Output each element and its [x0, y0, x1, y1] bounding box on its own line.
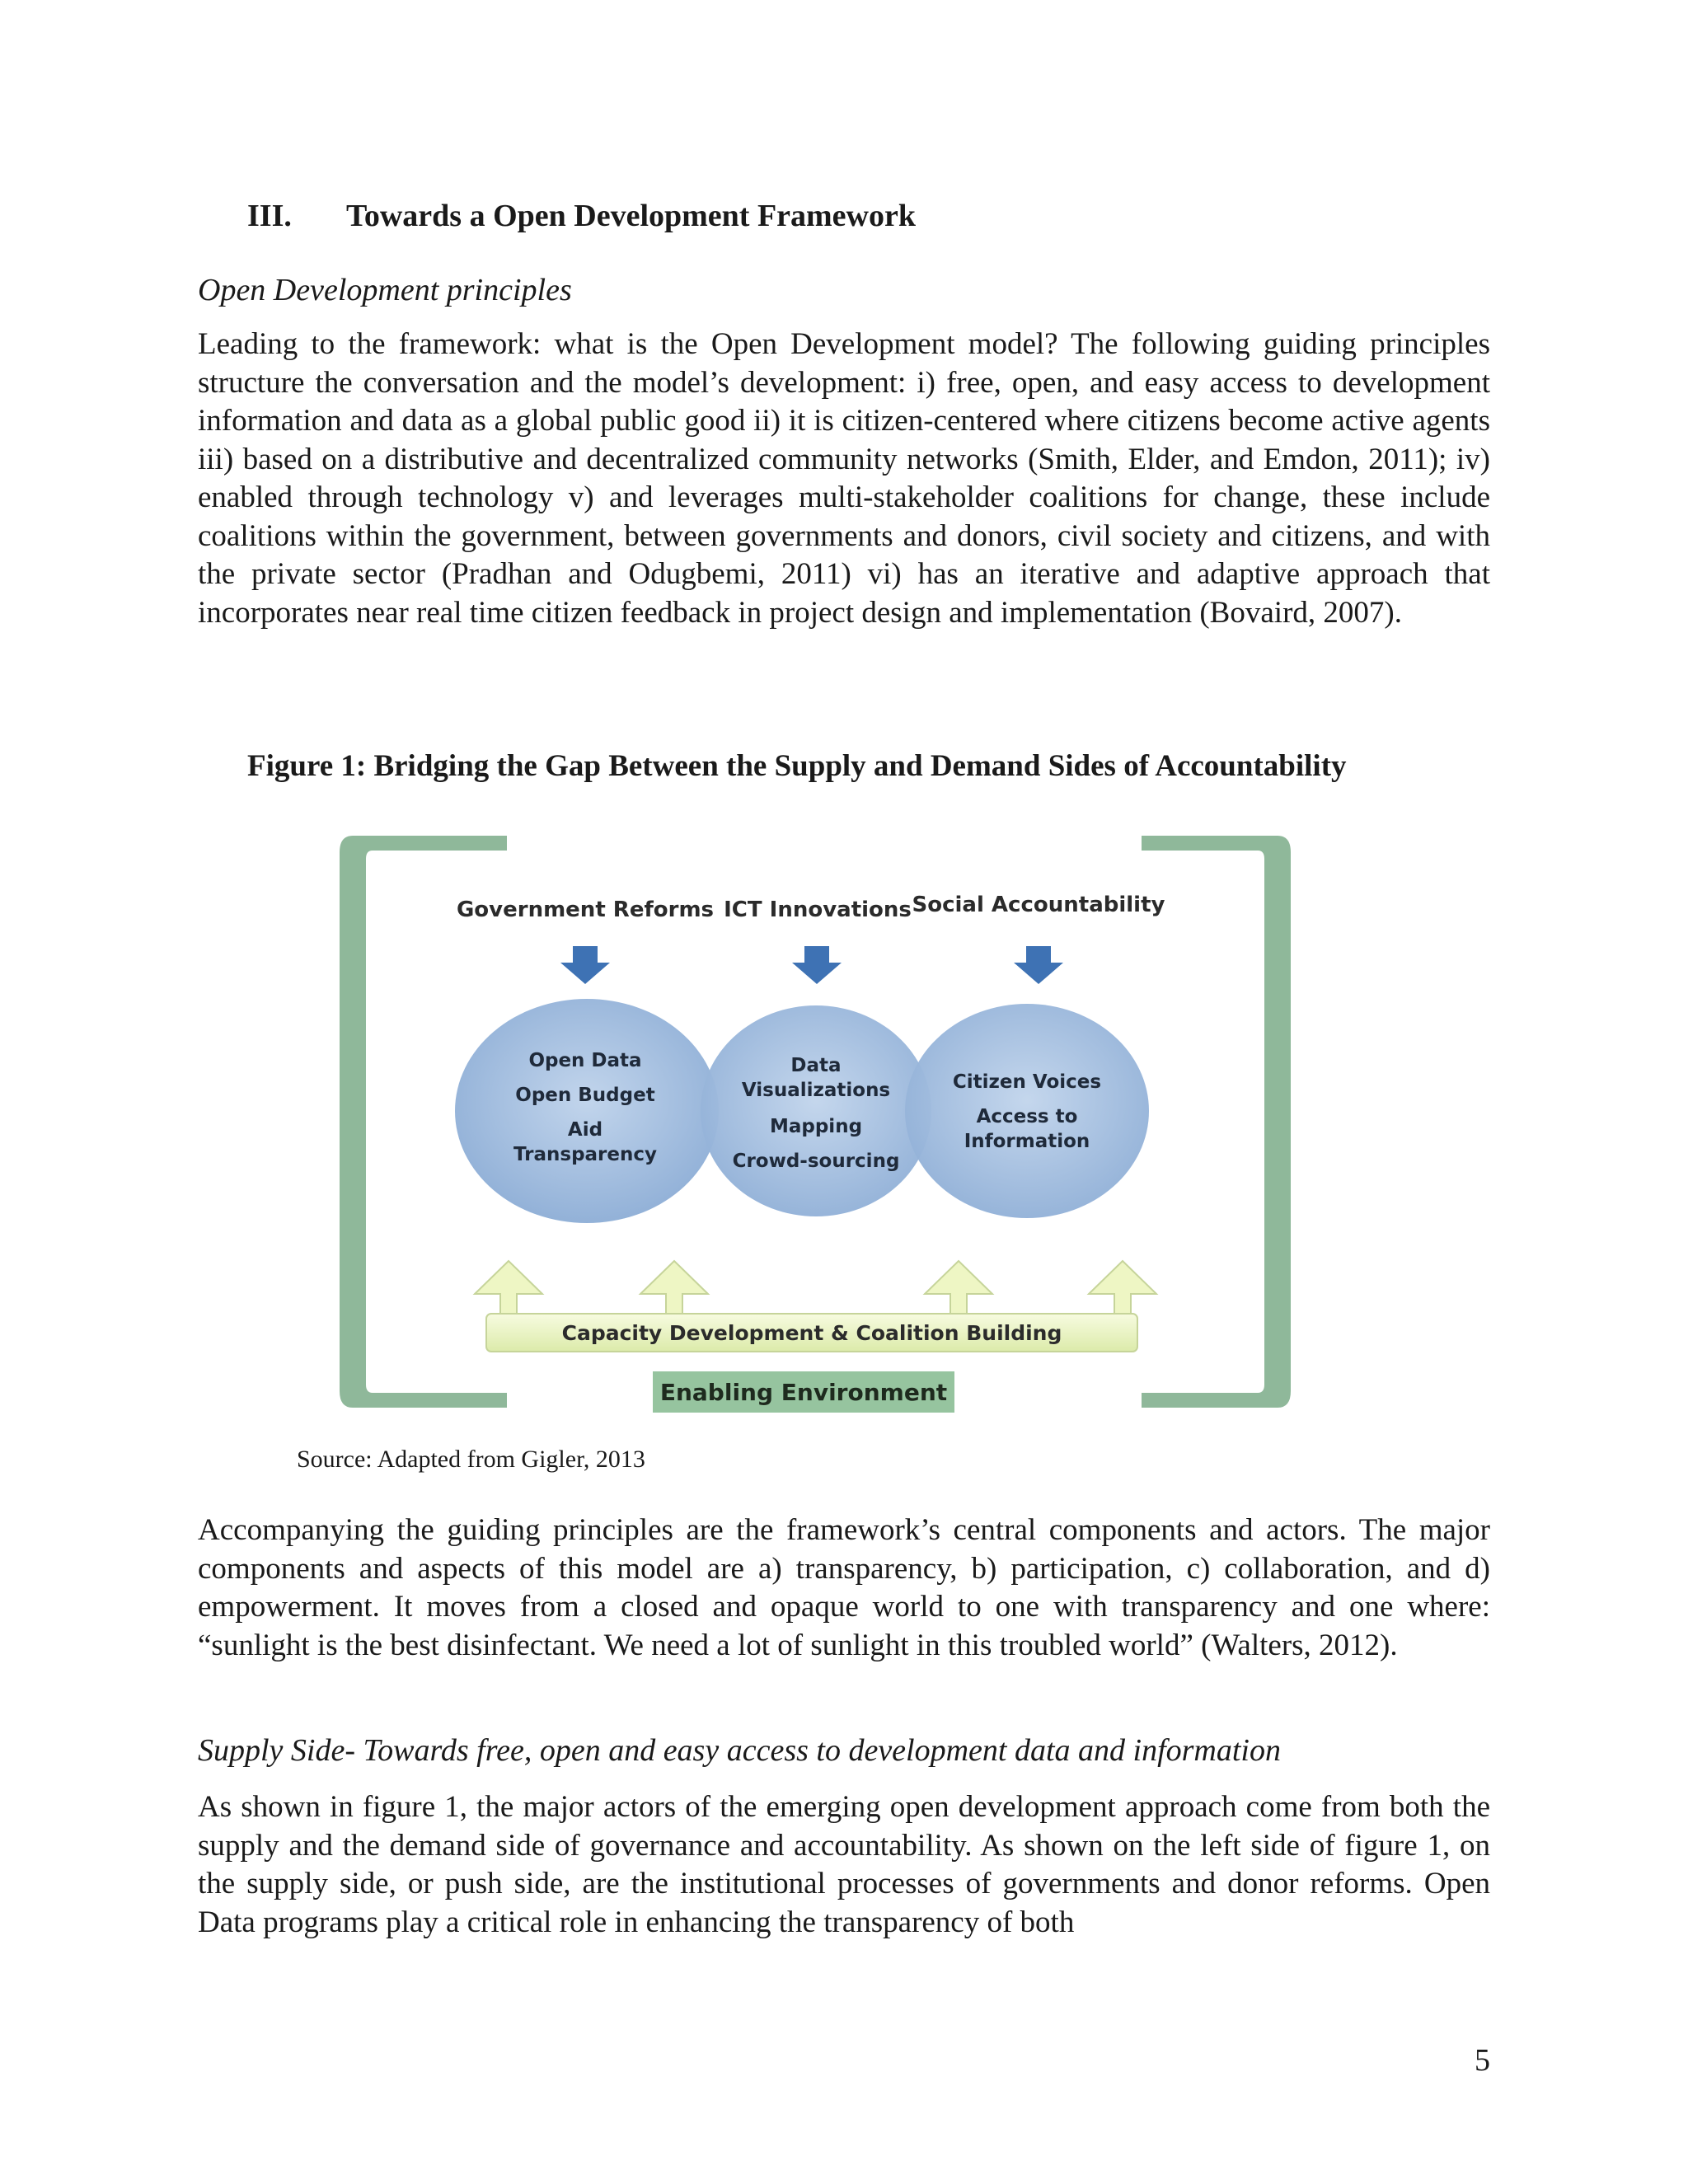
circle-middle-line-4: Crowd-sourcing [732, 1151, 900, 1172]
page-number: 5 [1475, 2043, 1490, 2078]
paragraph-supply-side: As shown in figure 1, the major actors of the emerging open development approach come from both the supply and the demand side of governance and accountability. As shown on the left side of figure 1, on the supply side, or push side, are the institutional processes of governments and donor reforms. Open Data programs play a critical role in enhancing the transparency of both [198, 1790, 1490, 1939]
down-arrow-icon [1014, 946, 1063, 984]
paragraph-components: Accompanying the guiding principles are the framework’s central components and actors. The major components and aspects of this model are a) transparency, b) participation, c) collaboration, and d) empowerment. It moves from a closed and opaque world to one with transparency and one where: “sunlight is the best disinfectant. We need a lot of sunlight in this troubled world” (Walters, 2012). [198, 1513, 1490, 1662]
right-bracket [1142, 836, 1291, 1408]
subheading-principles: Open Development principles [198, 273, 572, 307]
figure-caption: Figure 1: Bridging the Gap Between the Supply and Demand Sides of Accountability [247, 749, 1347, 783]
subheading-supply-side: Supply Side- Towards free, open and easy access to development data and information [198, 1733, 1281, 1768]
circle-left-line-1: Open Data [528, 1050, 642, 1071]
paragraph-principles: Leading to the framework: what is the Open Development model? The following guiding principles structure the conversation and the model’s development: i) free, open, and easy access to development information and data as a global public good ii) it is citizen-centered where citizens become active agents iii) based on a distributive and decentralized community networks (Smith, Elder, and Emdon, 2011); iv) enabled through technology v) and leverages multi-stakeholder coalitions for change, these include coalitions within the government, between governments and donors, civil society and citizens, and with the private sector (Pradhan and Odugbemi, 2011) vi) has an iterative and adaptive approach that incorporates near real time citizen feedback in project design and implementation (Bovaird, 2007). [198, 327, 1490, 630]
header-government-reforms: Government Reforms [456, 898, 715, 922]
circle-middle-line-3: Mapping [769, 1116, 863, 1137]
circle-right-line-2: Access to [976, 1106, 1078, 1127]
figure-diagram [330, 824, 1319, 1434]
circle-right-line-3: Information [964, 1131, 1090, 1152]
circle-data-visualizations [701, 1005, 931, 1216]
capacity-label: Capacity Development & Coalition Building [561, 1321, 1062, 1345]
circle-left-line-4: Transparency [513, 1144, 658, 1165]
circle-middle-line-1: Data [790, 1055, 842, 1076]
down-arrow-icon [792, 946, 842, 984]
circle-left-line-3: Aid [567, 1119, 603, 1141]
section-heading [247, 198, 916, 234]
figure-source: Source: Adapted from Gigler, 2013 [297, 1446, 645, 1473]
circle-open-data [455, 999, 719, 1223]
down-arrow-icon [560, 946, 610, 984]
circle-right-line-1: Citizen Voices [952, 1071, 1102, 1093]
header-ict-innovations: ICT Innovations [724, 898, 912, 922]
circle-left-line-2: Open Budget [515, 1085, 655, 1106]
section-number: III. [247, 199, 292, 233]
enabling-environment-label: Enabling Environment [659, 1379, 948, 1406]
circle-middle-line-2: Visualizations [741, 1080, 891, 1101]
header-social-accountability: Social Accountability [912, 893, 1165, 917]
section-title: Towards a Open Development Framework [346, 199, 916, 233]
